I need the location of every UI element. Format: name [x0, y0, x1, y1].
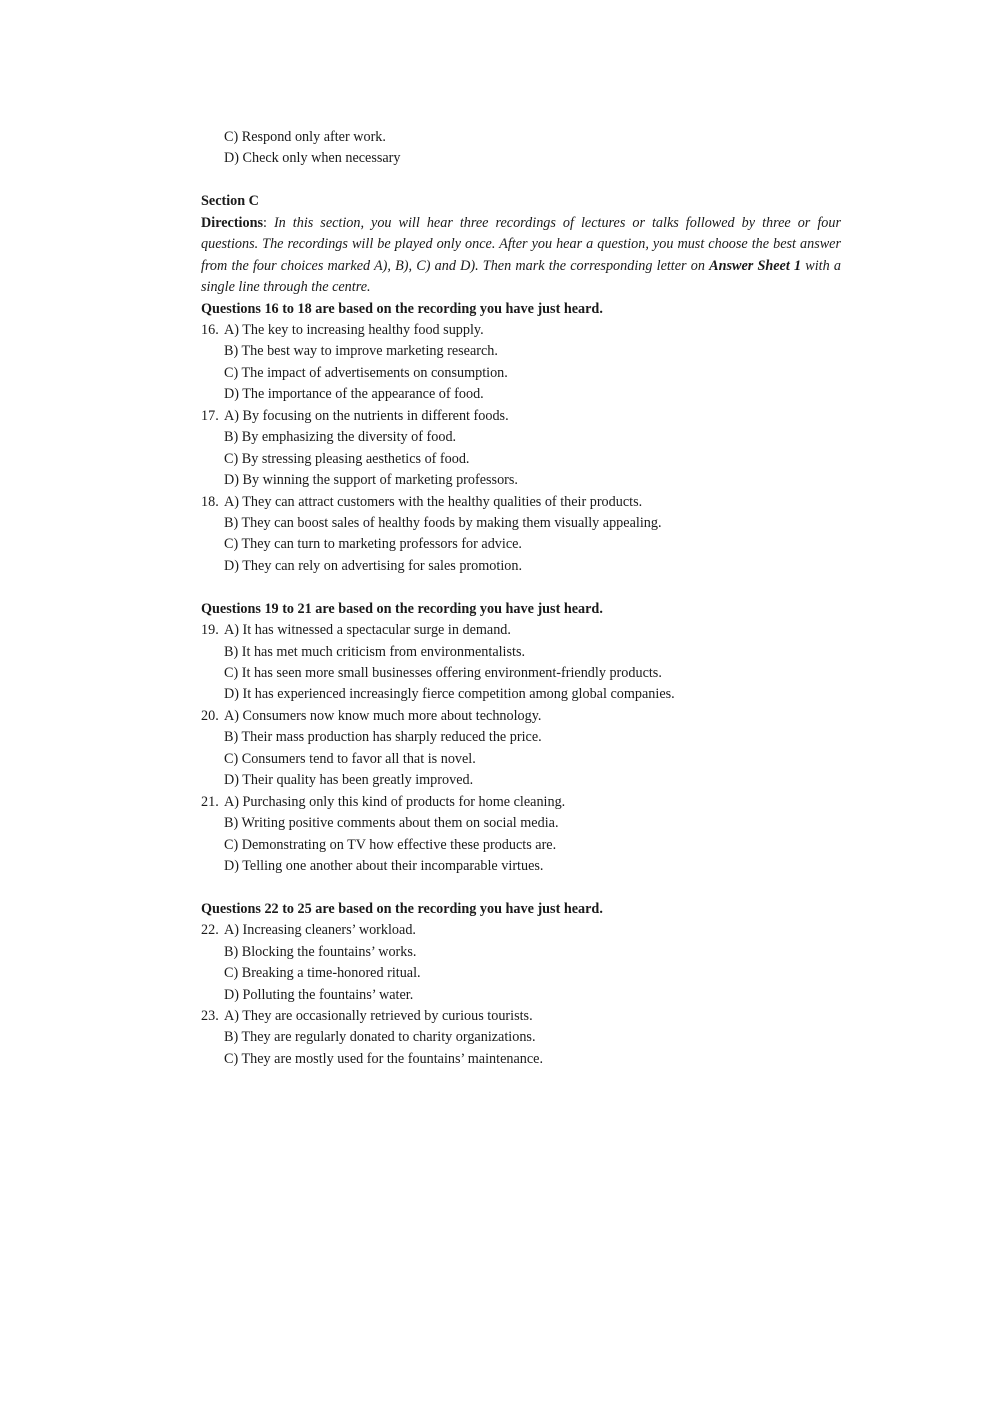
option-c: C) By stressing pleasing aesthetics of food.: [224, 450, 470, 467]
group-header: Questions 16 to 18 are based on the recording you have just heard.: [201, 300, 603, 317]
option-a: A) The key to increasing healthy food supply.: [224, 322, 484, 338]
spacer: [201, 170, 841, 191]
option-a: A) They are occasionally retrieved by curious tourists.: [224, 1008, 533, 1024]
section-title: Section C: [201, 193, 259, 210]
option-a: A) It has witnessed a spectacular surge in demand.: [224, 622, 511, 639]
option-b: B) They are regularly donated to charity organizations.: [224, 1029, 536, 1046]
question-16: [201, 320, 841, 341]
question-21: [201, 792, 841, 813]
question-number: 23.: [201, 1008, 219, 1024]
option-b: B) Writing positive comments about them on social media.: [224, 815, 559, 832]
prev-option-c: C) Respond only after work.: [224, 129, 386, 145]
option-b: B) Blocking the fountains’ works.: [224, 943, 417, 960]
option-c: C) Breaking a time-honored ritual.: [224, 965, 421, 982]
option-d: D) The importance of the appearance of food.: [224, 386, 484, 403]
spacer: [201, 577, 841, 598]
answer-sheet-label: Answer Sheet 1: [709, 257, 802, 274]
option-c: C) They can turn to marketing professors for advice.: [224, 536, 522, 553]
option-a: A) They can attract customers with the healthy qualities of their products.: [224, 493, 643, 510]
option-d: D) They can rely on advertising for sales promotion.: [224, 557, 522, 574]
question-number: 16.: [201, 322, 219, 338]
option-b: B) It has met much criticism from environmentalists.: [224, 643, 526, 660]
question-17: [201, 406, 841, 427]
option-b: B) The best way to improve marketing research.: [224, 343, 498, 360]
directions-label: Directions: [201, 214, 263, 231]
option-d: D) Their quality has been greatly improved.: [224, 772, 474, 789]
directions-colon: :: [263, 214, 274, 231]
spacer: [201, 877, 841, 898]
question-number: 22.: [201, 922, 219, 939]
option-c: C) The impact of advertisements on consumption.: [224, 364, 508, 381]
option-a: A) Purchasing only this kind of products for home cleaning.: [224, 793, 566, 810]
question-18: [201, 492, 841, 513]
option-d: D) Telling one another about their incomparable virtues.: [224, 857, 544, 874]
option-d: D) Polluting the fountains’ water.: [224, 986, 414, 1003]
option-a: A) Consumers now know much more about technology.: [224, 707, 542, 724]
option-c: C) Demonstrating on TV how effective these products are.: [224, 836, 557, 853]
question-19: [201, 620, 841, 641]
option-a: A) Increasing cleaners’ workload.: [224, 922, 416, 939]
question-number: 18.: [201, 493, 219, 510]
group-header: Questions 22 to 25 are based on the recording you have just heard.: [201, 900, 603, 917]
option-d: D) By winning the support of marketing professors.: [224, 472, 518, 489]
option-c: C) It has seen more small businesses offering environment-friendly products.: [224, 665, 662, 681]
option-d: D) It has experienced increasingly fierce competition among global companies.: [224, 686, 675, 703]
exam-page: [201, 127, 841, 1070]
option-b: B) By emphasizing the diversity of food.: [224, 429, 457, 446]
directions-paragraph: [201, 213, 841, 299]
question-number: 17.: [201, 407, 219, 424]
group-header: Questions 19 to 21 are based on the recording you have just heard.: [201, 600, 603, 617]
question-23: [201, 1006, 841, 1027]
option-c: C) They are mostly used for the fountains’ maintenance.: [224, 1050, 543, 1067]
question-number: 19.: [201, 622, 219, 639]
question-number: 20.: [201, 707, 219, 724]
question-22: [201, 920, 841, 941]
directions-text: In this section, you will hear three recordings of lectures or talks followed by three or four questions. The recordings will be played only once. After you hear a question, you must choose the best answer from the four choices marked A), B), C) and D). Then mark the corresponding letter on: [201, 214, 841, 274]
question-20: [201, 706, 841, 727]
question-number: 21.: [201, 793, 219, 810]
option-c: C) Consumers tend to favor all that is novel.: [224, 750, 476, 767]
option-b: B) They can boost sales of healthy foods by making them visually appealing.: [224, 514, 662, 531]
option-a: A) By focusing on the nutrients in different foods.: [224, 407, 509, 424]
prev-option-d: D) Check only when necessary: [224, 150, 401, 167]
option-b: B) Their mass production has sharply reduced the price.: [224, 729, 542, 746]
directions-text-end: with a single line through the centre.: [201, 257, 841, 296]
